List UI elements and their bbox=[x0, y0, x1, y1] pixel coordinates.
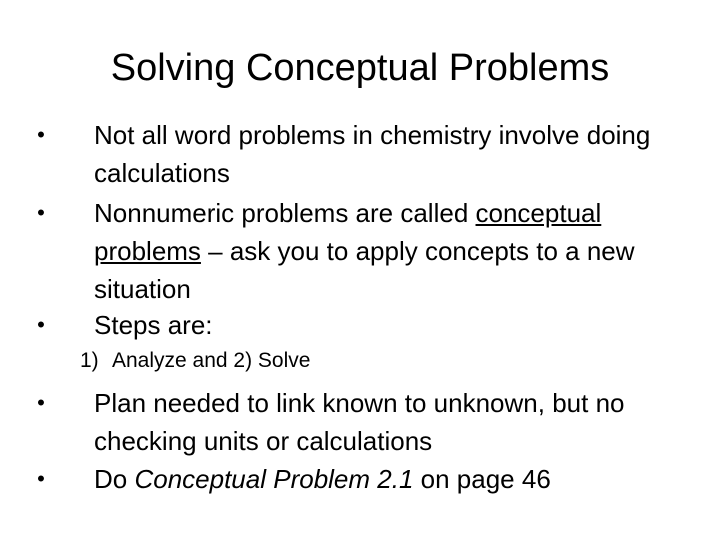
bullet-text: Do bbox=[94, 464, 135, 494]
bullet-text: Plan needed to link known to unknown, but no checking units or calculations bbox=[94, 388, 625, 456]
bullet-text: Not all word problems in chemistry involve doing calculations bbox=[94, 120, 651, 188]
bullet-dot-icon: • bbox=[37, 122, 45, 147]
bullet-text: Steps are: bbox=[94, 310, 213, 340]
bullet-item bbox=[37, 116, 684, 192]
bullet-dot-icon: • bbox=[37, 390, 45, 415]
bullet-item bbox=[37, 460, 684, 498]
bullet-text: – ask you to apply concepts to a new situation bbox=[94, 236, 635, 304]
bullet-text: Nonnumeric problems are called bbox=[94, 198, 476, 228]
bullet-item bbox=[37, 194, 684, 308]
italic-reference: Conceptual Problem 2.1 bbox=[134, 464, 414, 494]
bullet-dot-icon: • bbox=[37, 200, 45, 225]
sub-list-item bbox=[80, 346, 310, 376]
bullet-item bbox=[37, 306, 684, 344]
underlined-term: conceptual problems bbox=[94, 198, 602, 266]
bullet-item bbox=[37, 384, 684, 460]
slide-title: Solving Conceptual Problems bbox=[110, 47, 610, 89]
bullet-text: on page 46 bbox=[413, 464, 551, 494]
bullet-dot-icon: • bbox=[37, 466, 45, 491]
bullet-dot-icon: • bbox=[37, 312, 45, 337]
sub-item-number: 1) bbox=[80, 349, 99, 372]
sub-item-text: Analyze and 2) Solve bbox=[112, 349, 311, 372]
